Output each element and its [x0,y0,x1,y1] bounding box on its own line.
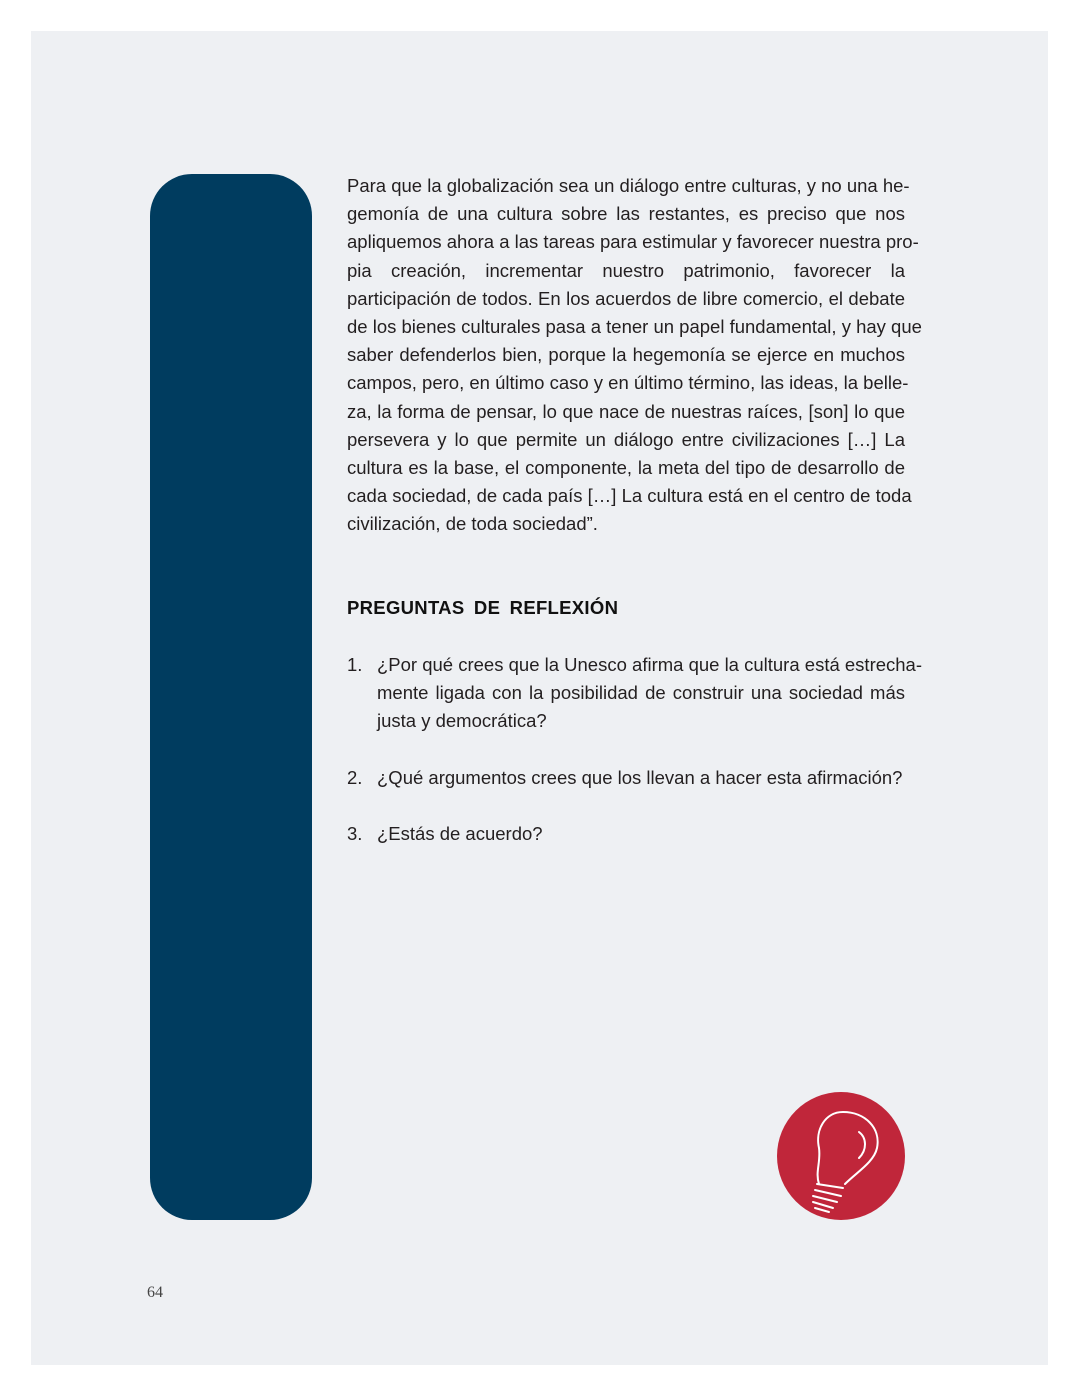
paragraph-line: civilización, de toda sociedad”. [347,513,598,535]
paragraph-line: participación de todos. En los acuerdos de libre comercio, el debate [347,287,905,309]
question-1 [347,651,923,736]
question-line: ¿Estás de acuerdo? [377,823,543,844]
decorative-side-bar [150,174,312,1220]
question-line: mente ligada con la posibilidad de construir una sociedad más [377,682,905,704]
paragraph-line: campos, pero, en último caso y en último término, las ideas, la belle- [347,372,909,394]
paragraph-line: za, la forma de pensar, lo que nace de nuestras raíces, [son] lo que [347,400,905,422]
question-line: justa y democrática? [377,710,547,732]
paragraph-line: de los bienes culturales pasa a tener un papel fundamental, y hay que [347,315,922,337]
question-2 [347,764,905,792]
quote-paragraph [347,172,922,538]
section-heading: PREGUNTAS DE REFLEXIÓN [347,597,619,618]
paragraph-line: Para que la globalización sea un diálogo entre culturas, y no una he- [347,175,910,196]
question-number: 2. [347,767,363,788]
question-line: ¿Qué argumentos crees que los llevan a hacer esta afirmación? [377,767,903,788]
paragraph-line: saber defenderlos bien, porque la hegemonía se ejerce en muchos [347,344,905,366]
question-3 [347,820,905,848]
paragraph-line: cada sociedad, de cada país […] La cultura está en el centro de toda [347,485,912,507]
paragraph-line: pia creación, incrementar nuestro patrimonio, favorecer la [347,259,905,281]
page-number: 64 [147,1284,163,1301]
paragraph-line: cultura es la base, el componente, la meta del tipo de desarrollo de [347,456,905,478]
question-number: 1. [347,654,363,675]
question-line: ¿Por qué crees que la Unesco afirma que la cultura está estrecha- [377,654,923,675]
question-number: 3. [347,823,363,844]
lightbulb-icon [777,1092,905,1220]
paragraph-line: gemonía de una cultura sobre las restantes, es preciso que nos [347,203,905,225]
paragraph-line: apliquemos ahora a las tareas para estimular y favorecer nuestra pro- [347,231,919,253]
paragraph-line: persevera y lo que permite un diálogo entre civilizaciones […] La [347,428,905,450]
